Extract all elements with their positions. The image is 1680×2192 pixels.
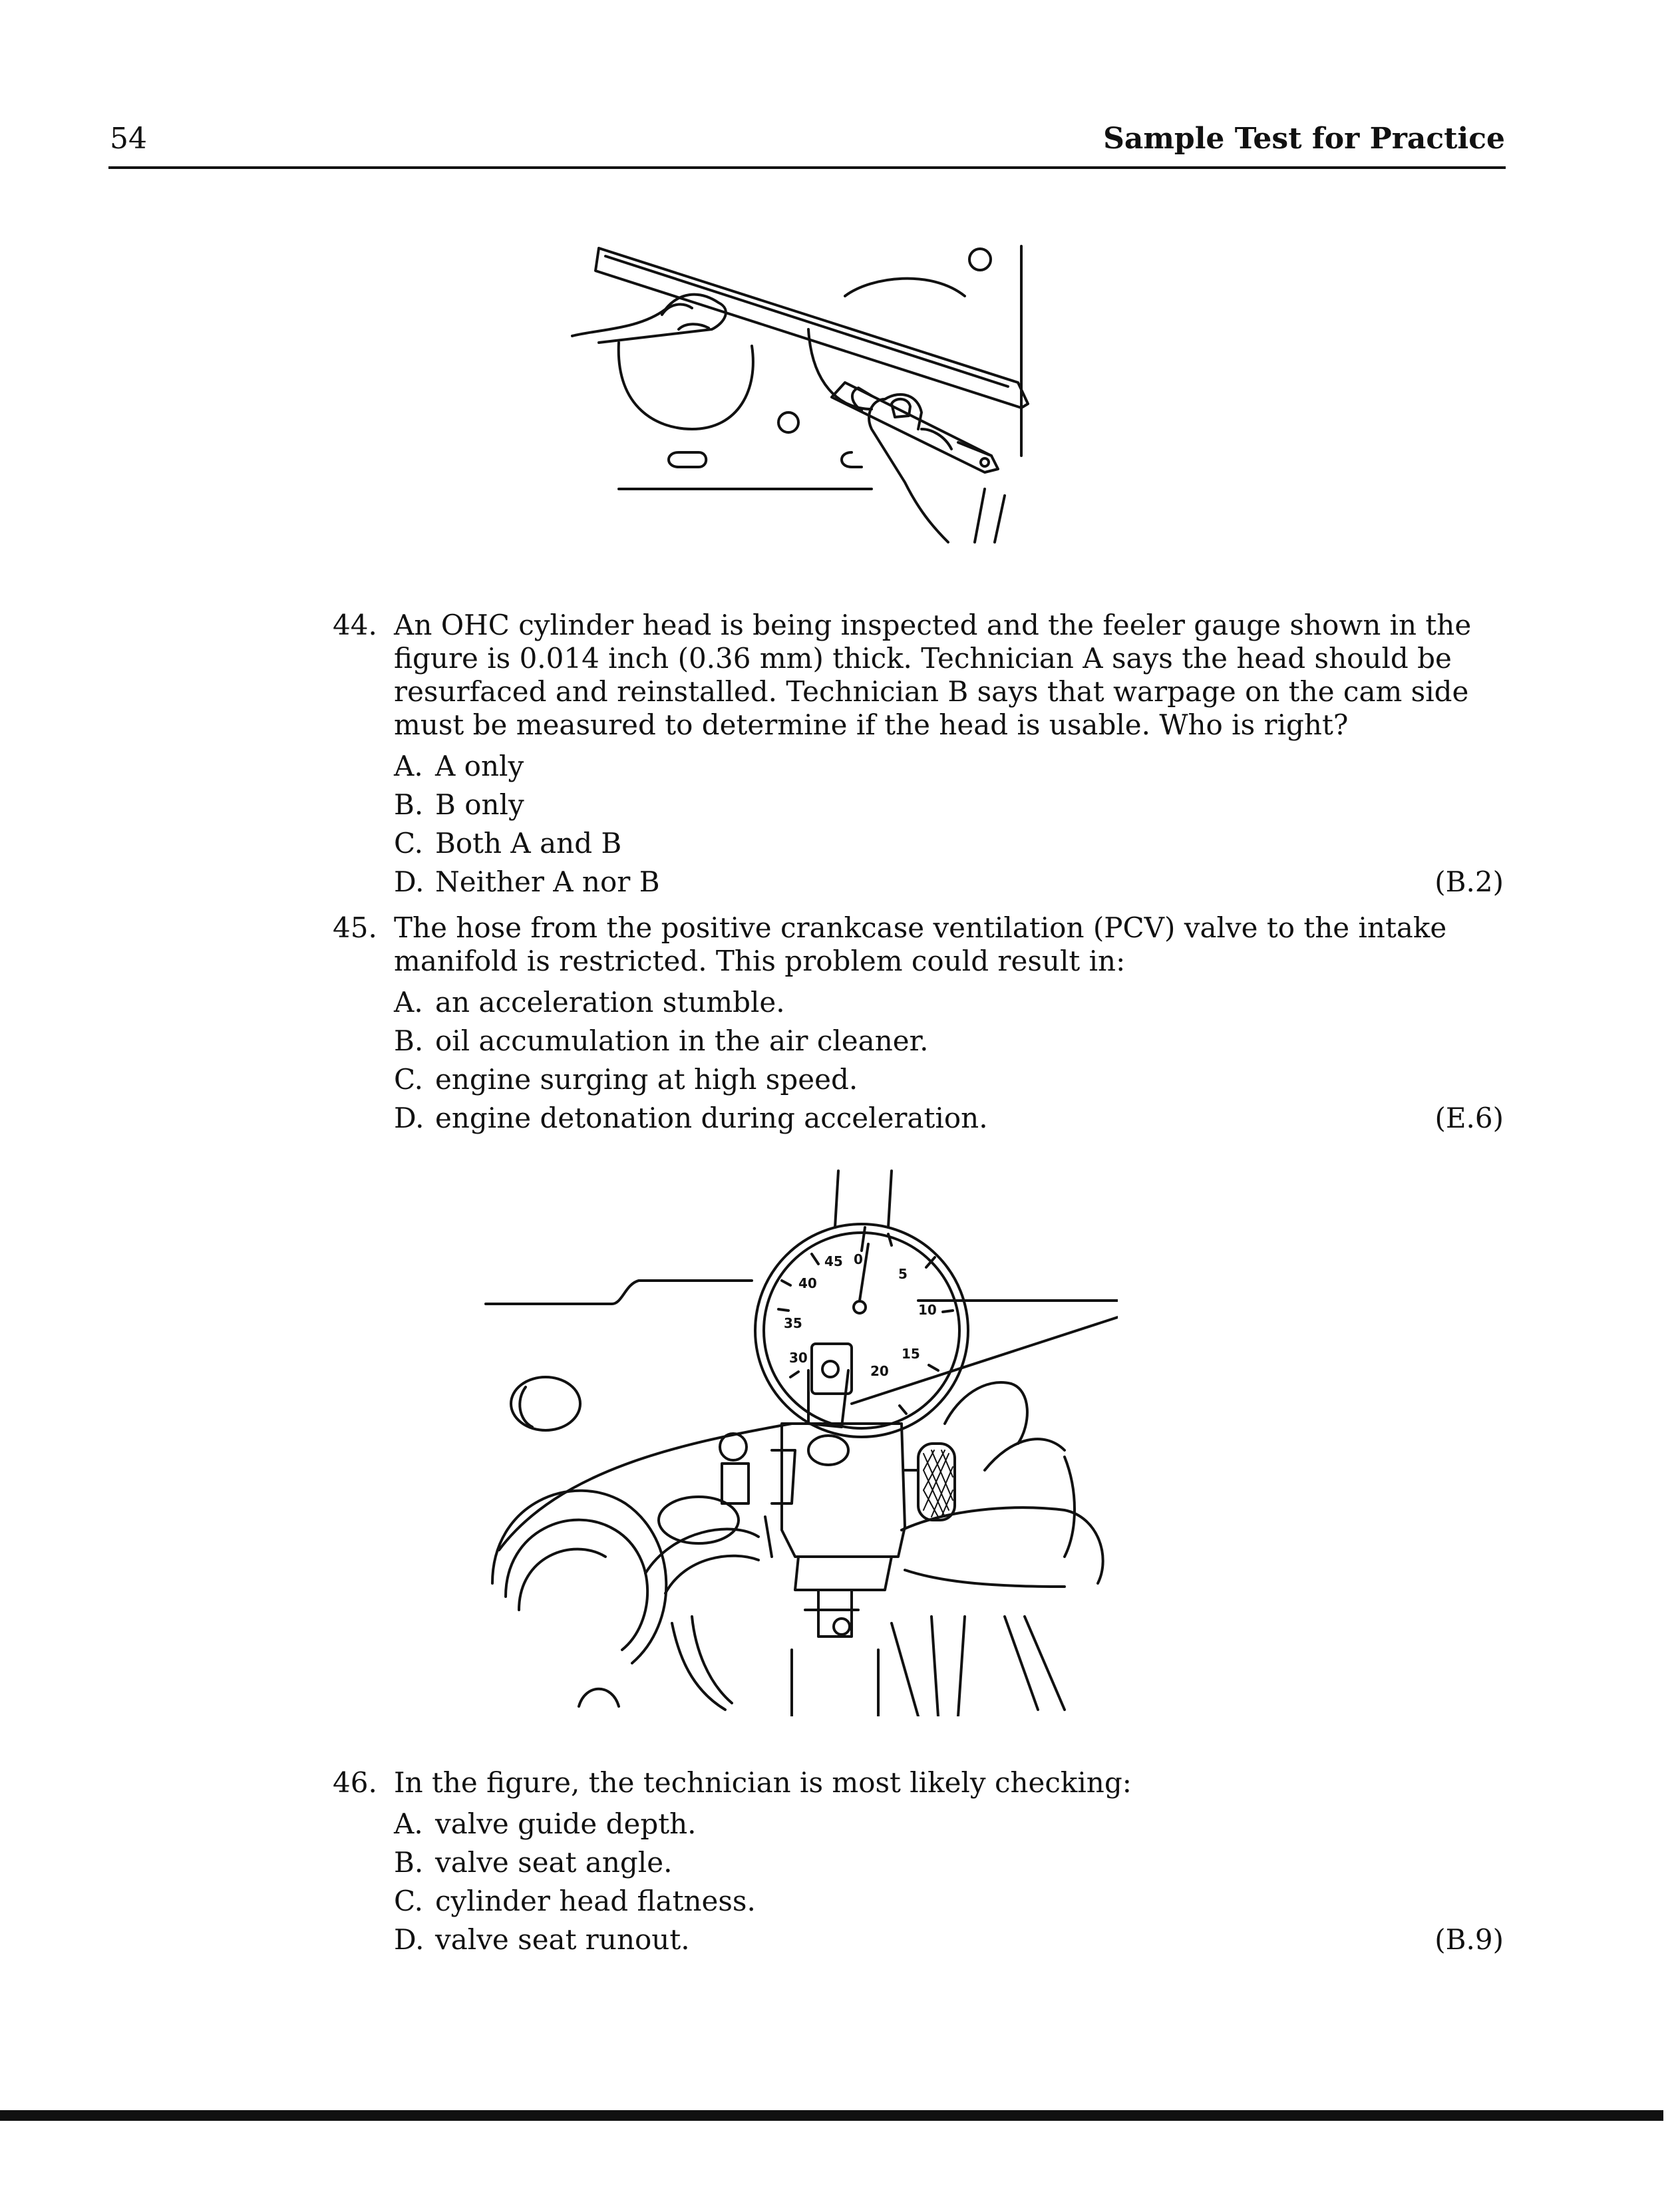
straightedge-feeler-gauge-figure (559, 230, 1051, 549)
question-stem: The hose from the positive crankcase ventilation (PCV) valve to the intake manifold is restricted. This problem could result in: (394, 911, 1447, 977)
choice-text: valve seat angle. (435, 1846, 673, 1879)
task-reference: (B.9) (1434, 1923, 1504, 1956)
choice-text: B only (435, 788, 524, 821)
question-stem: An OHC cylinder head is being inspected and the feeler gauge shown in the figure is 0.014 inch (0.36 mm) thick. Technician A says the head should be resurfaced and reinstalled. Technician B says that warpage on the cam side must be measured to determine if the head is usable. Who is right? (394, 609, 1472, 741)
question-number: 45. (333, 911, 377, 944)
footer-rule (0, 2110, 1663, 2121)
dial-indicator-figure (479, 1158, 1118, 1716)
choice-text: Neither A nor B (435, 865, 660, 898)
choice-text: A only (435, 750, 524, 782)
choice-letter: B. (394, 788, 424, 821)
choice-letter: C. (394, 1885, 423, 1917)
choice-text: oil accumulation in the air cleaner. (435, 1024, 929, 1057)
dial-label-0: 0 (854, 1251, 863, 1267)
choice-text: an acceleration stumble. (435, 986, 785, 1018)
choice-letter: D. (394, 1102, 424, 1134)
question-stem: In the figure, the technician is most likely checking: (394, 1766, 1132, 1799)
answer-choices (394, 1805, 1504, 1959)
dial-label-15: 15 (902, 1346, 920, 1362)
choice-text: cylinder head flatness. (435, 1885, 756, 1917)
dial-label-45: 45 (824, 1253, 843, 1269)
question-number: 44. (333, 609, 377, 641)
answer-choice-a (394, 983, 1504, 1022)
answer-choices (394, 747, 1504, 901)
answer-choice-a (394, 747, 1504, 786)
question-45 (333, 911, 1504, 1138)
dial-label-35: 35 (784, 1315, 802, 1331)
question-number: 46. (333, 1766, 377, 1799)
task-reference: (B.2) (1434, 865, 1504, 898)
header-rule (108, 166, 1506, 169)
choice-letter: A. (394, 1807, 423, 1840)
choice-letter: C. (394, 827, 423, 860)
choice-text: valve guide depth. (435, 1807, 697, 1840)
dial-label-5: 5 (898, 1266, 908, 1282)
dial-label-40: 40 (798, 1275, 817, 1291)
task-reference: (E.6) (1434, 1102, 1504, 1134)
choice-letter: D. (394, 1923, 424, 1956)
answer-choice-c (394, 1882, 1504, 1921)
choice-text: valve seat runout. (435, 1923, 690, 1956)
choice-letter: D. (394, 865, 424, 898)
dial-label-30: 30 (789, 1350, 808, 1366)
running-head: Sample Test for Practice (1103, 122, 1505, 156)
question-44 (333, 609, 1504, 901)
choice-text: engine detonation during acceleration. (435, 1102, 988, 1134)
answer-choice-c (394, 824, 1504, 863)
answer-choice-b (394, 1022, 1504, 1060)
answer-choice-d (394, 1921, 1504, 1959)
answer-choices (394, 983, 1504, 1138)
choice-letter: A. (394, 750, 423, 782)
dial-label-10: 10 (918, 1302, 937, 1318)
choice-letter: C. (394, 1063, 423, 1096)
choice-text: Both A and B (435, 827, 622, 860)
choice-text: engine surging at high speed. (435, 1063, 858, 1096)
answer-choice-d (394, 863, 1504, 901)
choice-letter: B. (394, 1024, 424, 1057)
answer-choice-c (394, 1060, 1504, 1099)
question-46 (333, 1766, 1504, 1959)
choice-letter: A. (394, 986, 423, 1018)
choice-letter: B. (394, 1846, 424, 1879)
dial-label-20: 20 (870, 1363, 889, 1379)
page-number: 54 (110, 122, 147, 156)
answer-choice-d (394, 1099, 1504, 1138)
answer-choice-a (394, 1805, 1504, 1843)
answer-choice-b (394, 786, 1504, 824)
answer-choice-b (394, 1843, 1504, 1882)
